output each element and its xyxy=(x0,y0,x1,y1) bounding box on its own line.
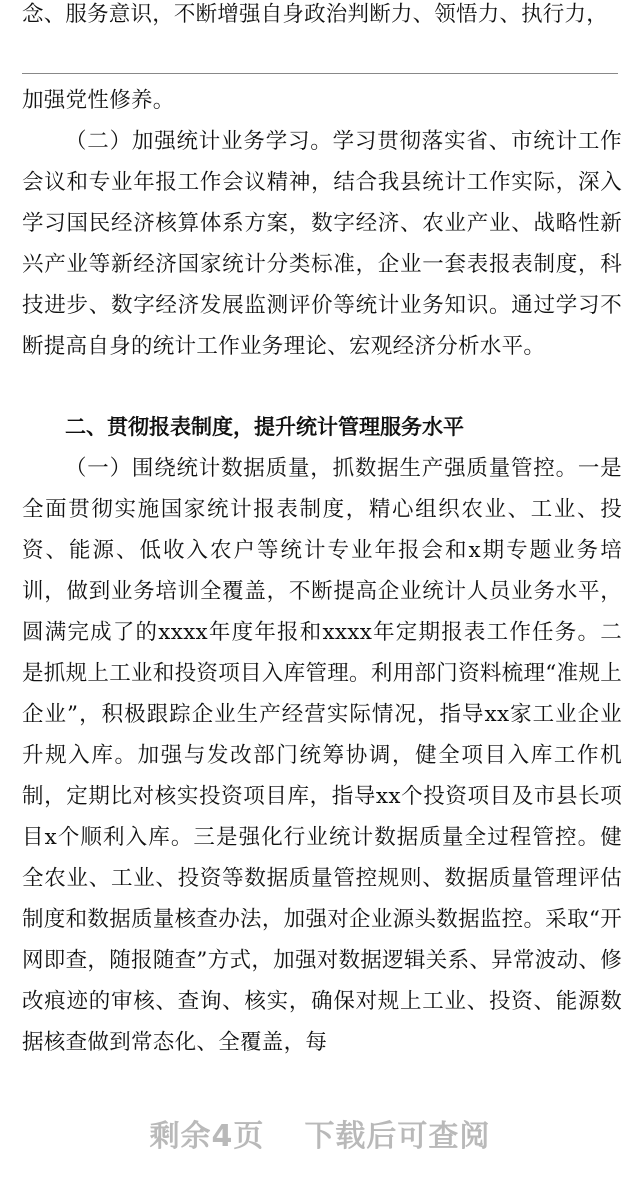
previous-page-fragment xyxy=(0,0,640,60)
download-hint-label: 下载后可查阅 xyxy=(304,1118,491,1154)
section-heading-2: 二、贯彻报表制度，提升统计管理服务水平 xyxy=(65,415,464,439)
previous-page-last-line: 念、服务意识，不断增强自身政治判断力、领悟力、执行力， xyxy=(22,2,608,27)
remaining-pages-banner[interactable] xyxy=(0,1105,640,1160)
page-divider xyxy=(22,73,618,74)
remaining-pages-label: 剩余4页 xyxy=(149,1118,265,1154)
paragraph-data-quality: （一）围绕统计数据质量，抓数据生产强质量管控。一是全面贯彻实施国家统计报表制度，精心组织农业、工业、投资、能源、低收入农户等统计专业年报会和x期专题业务培训，做到业务培训全覆盖，不断提高企业统计人员业务水平，圆满完成了的xxxx年度年报和xxxx年定期报表工作任务。二是抓规上工业和投资项目入库管理。利用部门资料梳理“准规上企业”，积极跟踪企业生产经营实际情况，指导xx家工业企业升规入库。加强与发改部门统筹协调，健全项目入库工作机制，定期比对核实投资项目库，指导xx个投资项目及市县长项目x个顺利入库。三是强化行业统计数据质量全过程管控。健全农业、工业、投资等数据质量管控规则、数据质量管理评估制度和数据质量核查办法，加强对企业源头数据监控。采取“开网即查，随报随查”方式，加强对数据逻辑关系、异常波动、修改痕迹的审核、查询、核实，确保对规上工业、投资、能源数据核查做到常态化、全覆盖，每 xyxy=(22,456,622,1055)
paragraph-study-business: （二）加强统计业务学习。学习贯彻落实省、市统计工作会议和专业年报工作会议精神，结合我县统计工作实际，深入学习国民经济核算体系方案，数字经济、农业产业、战略性新兴产业等新经济国家统计分类标准，企业一套表报表制度，科技进步、数字经济发展监测评价等统计业务知识。通过学习不断提高自身的统计工作业务理论、宏观经济分析水平。 xyxy=(22,129,622,359)
paragraph-continuation: 加强党性修养。 xyxy=(22,88,175,113)
